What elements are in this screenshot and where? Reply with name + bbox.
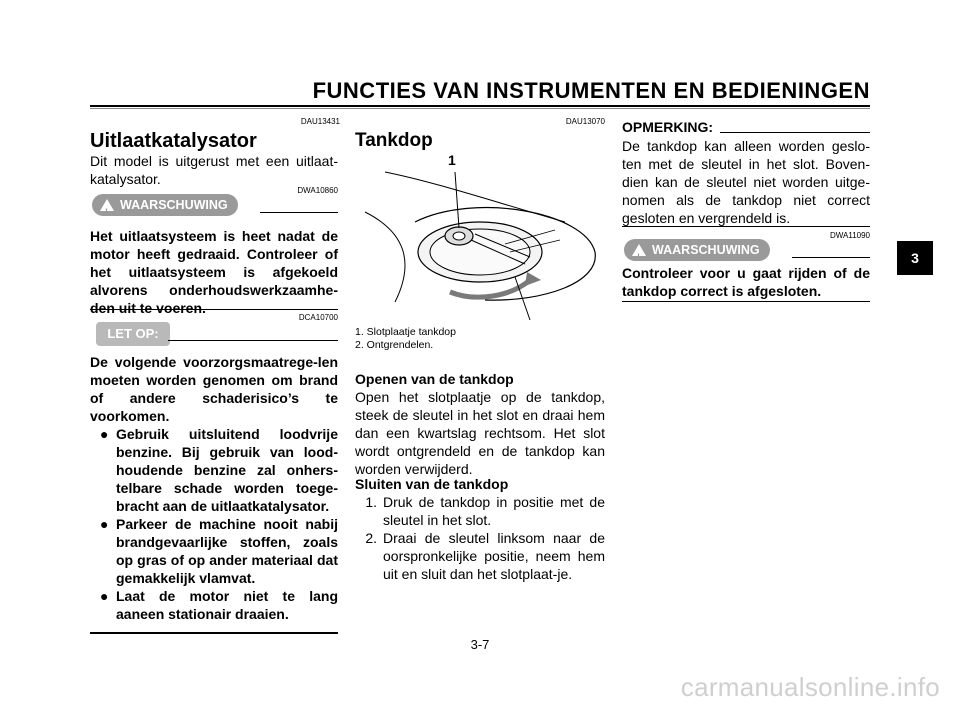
list-item [355, 493, 605, 529]
step-text: Draai de sleutel linksom naar de oorspronkelijke positie, neem hem uit en sluit dan het slotplaat-je. [383, 530, 605, 582]
open-text: Open het slotplaatje op de tankdop, steek de sleutel in het slot en draai hem dan een kwartslag rechtsom. Het slot wordt ontgrendeld en de tankdop kan worden verwijderd. [355, 389, 605, 477]
figure-captions [355, 326, 605, 352]
watermark: carmanualsonline.info [680, 672, 940, 702]
section-code: DAU13431 [300, 117, 340, 126]
tank-cap-illustration [355, 152, 605, 322]
step-number: 2. [365, 530, 377, 546]
warning-label: WAARSCHUWING [120, 198, 228, 212]
warning-triangle-icon: ! [632, 244, 646, 256]
list-item [100, 587, 338, 623]
header-rule [90, 105, 870, 107]
step-number: 1. [365, 494, 377, 510]
section-title-uitlaatkatalysator: Uitlaatkatalysator [90, 130, 257, 152]
chapter-tab: 3 [897, 241, 933, 275]
warning-text: Controleer voor u gaat rijden of de tankdop correct is afgesloten. [622, 265, 870, 299]
caption-item: 2. Ontgrendelen. [355, 339, 434, 351]
list-item [355, 529, 605, 583]
note-end-rule [622, 226, 870, 227]
step-text: Druk de tankdop in positie met de sleutel in het slot. [383, 494, 605, 528]
list-item [100, 515, 338, 587]
caution-badge: LET OP: [96, 322, 170, 346]
caution-code: DCA10700 [298, 313, 338, 322]
bullet-icon: ● [100, 426, 109, 442]
intro-text: Dit model is uitgerust met een uitlaat-katalysator. [90, 153, 338, 187]
warning-end-rule [90, 309, 338, 310]
section-code: DAU13070 [565, 117, 605, 126]
list-item [100, 425, 338, 515]
warning-rule [260, 212, 338, 213]
warning-header [622, 239, 870, 263]
warning-rule [792, 257, 870, 258]
close-steps [355, 493, 605, 583]
warning-code: DWA11090 [829, 231, 870, 240]
warning-triangle-icon: ! [100, 199, 114, 211]
figure-callout-1: 1 [448, 152, 456, 168]
warning-code: DWA10860 [297, 186, 338, 195]
warning-label: WAARSCHUWING [652, 243, 760, 257]
note-label: OPMERKING: [622, 119, 713, 135]
page-header-title: FUNCTIES VAN INSTRUMENTEN EN BEDIENINGEN [312, 78, 870, 103]
caution-rule [168, 340, 338, 341]
caution-header [90, 322, 338, 348]
note-text: De tankdop kan alleen worden geslo-ten met de sleutel in het slot. Boven-dien kan de sleutel niet worden uitge-nomen als de tankdop niet correct gesloten en vergrendeld is. [622, 138, 870, 226]
note-header [622, 118, 872, 138]
warning-badge [92, 194, 238, 216]
caution-intro: De volgende voorzorgsmaatrege-len moeten worden genomen om brand of andere schaderisico’s te voorkomen. [90, 354, 338, 424]
close-heading: Sluiten van de tankdop [355, 476, 509, 492]
caution-bullet-list [100, 425, 338, 623]
bullet-icon: ● [100, 588, 109, 604]
header-rule-thin [90, 108, 870, 109]
tank-cap-figure [355, 152, 605, 322]
warning-badge [624, 239, 770, 261]
warning-header [90, 194, 338, 218]
bullet-text: Parkeer de machine nooit nabij brandgevaarlijke stoffen, zoals op gras of op ander materiaal dat gemakkelijk vlamvat. [116, 516, 338, 586]
caution-end-rule [90, 632, 338, 634]
bullet-icon: ● [100, 516, 109, 532]
caption-item: 1. Slotplaatje tankdop [355, 326, 456, 338]
section-title-tankdop: Tankdop [355, 130, 433, 151]
page-number: 3-7 [470, 637, 490, 652]
bullet-text: Gebruik uitsluitend loodvrije benzine. Bij gebruik van lood-houdende benzine zal onhers-telbare schade worden toege-bracht aan de uitlaatkatalysator. [116, 426, 338, 514]
warning-end-rule [622, 301, 870, 302]
note-rule [720, 132, 870, 133]
warning-text: Het uitlaatsysteem is heet nadat de motor heeft gedraaid. Controleer of het uitlaatsysteem is afgekoeld alvorens onderhoudswerkzaamhe-den uit te voeren. [90, 228, 338, 316]
open-heading: Openen van de tankdop [355, 371, 514, 387]
bullet-text: Laat de motor niet te lang aaneen stationair draaien. [116, 588, 338, 622]
